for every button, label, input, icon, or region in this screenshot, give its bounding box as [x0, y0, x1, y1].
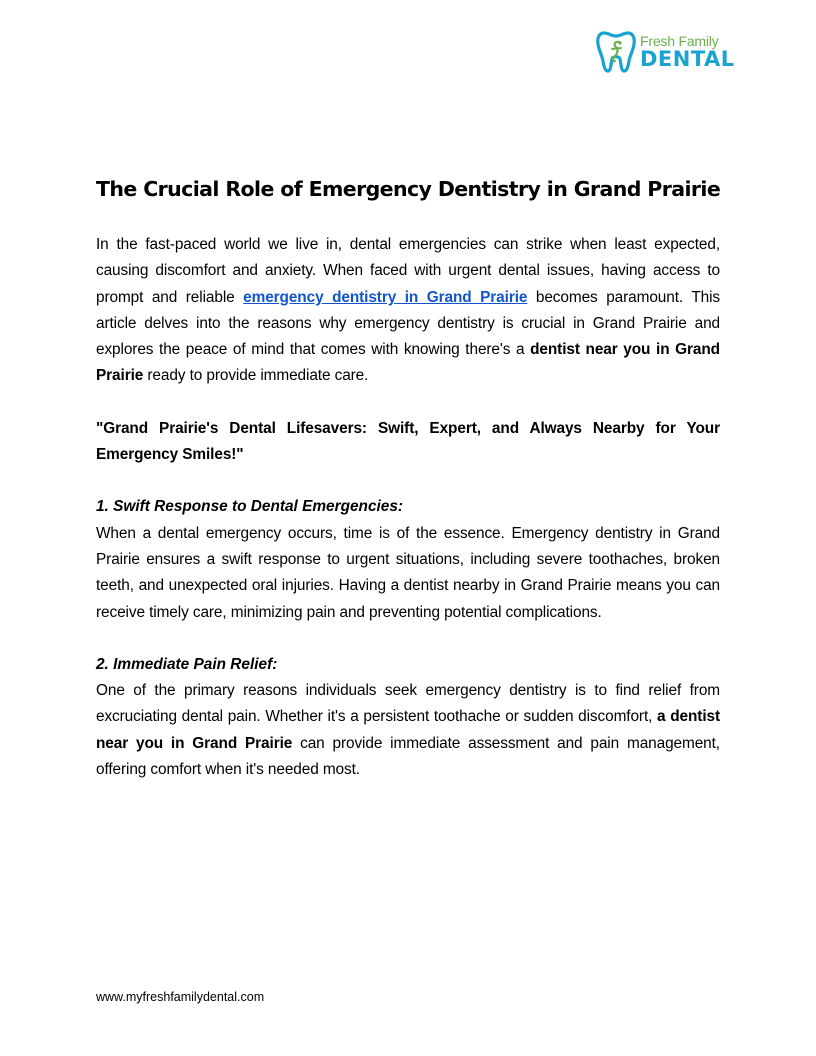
section-pain-relief — [96, 652, 720, 783]
section-heading: 1. Swift Response to Dental Emergencies: — [96, 498, 404, 516]
article — [96, 174, 720, 783]
footer-website: www.myfreshfamilydental.com — [96, 990, 265, 1004]
section-heading: 2. Immediate Pain Relief: — [96, 655, 278, 673]
brand-logo — [596, 28, 736, 74]
section-bold-keyword: a dentist near you in Grand Prairie — [96, 708, 720, 752]
emergency-dentistry-link[interactable]: emergency dentistry in Grand Prairie — [243, 288, 528, 306]
page-title: The Crucial Role of Emergency Dentistry in Grand Prairie — [96, 177, 721, 201]
section-swift-response — [96, 494, 720, 625]
section-body-text-1: One of the primary reasons individuals seek emergency dentistry is to find relief from excruciating dental pain. Whether it's a persistent toothache or sudden discomfort, — [96, 682, 720, 726]
intro-text-1: In the fast-paced world we live in, dental emergencies can strike when least expected, causing discomfort and anxiety. When faced with urgent dental issues, having access to prompt and reliable — [96, 236, 720, 306]
intro-text-3: ready to provide immediate care. — [143, 367, 369, 385]
tagline: "Grand Prairie's Dental Lifesavers: Swift, Expert, and Always Nearby for Your Emergency Smiles!" — [96, 419, 720, 464]
logo-text-fresh-family: Fresh Family — [640, 33, 719, 49]
intro-paragraph — [96, 232, 720, 390]
section-body: When a dental emergency occurs, time is of the essence. Emergency dentistry in Grand Prairie ensures a swift response to urgent situations, including severe toothaches, broken teeth, and unexpected oral injuries. Having a dentist nearby in Grand Prairie means you can receive timely care, minimizing pain and preventing potential complications. — [96, 524, 720, 621]
intro-text-2: becomes paramount. This article delves into the reasons why emergency dentistry is crucial in Grand Prairie and explores the peace of mind that comes with knowing there's a — [96, 288, 720, 359]
intro-bold-keyword: dentist near you in Grand Prairie — [96, 341, 720, 385]
section-body — [96, 678, 720, 783]
logo-text-dental: DENTAL — [640, 47, 735, 71]
tooth-icon — [596, 29, 636, 73]
section-body-text-2: can provide immediate assessment and pain management, offering comfort when it's needed most. — [96, 734, 720, 779]
